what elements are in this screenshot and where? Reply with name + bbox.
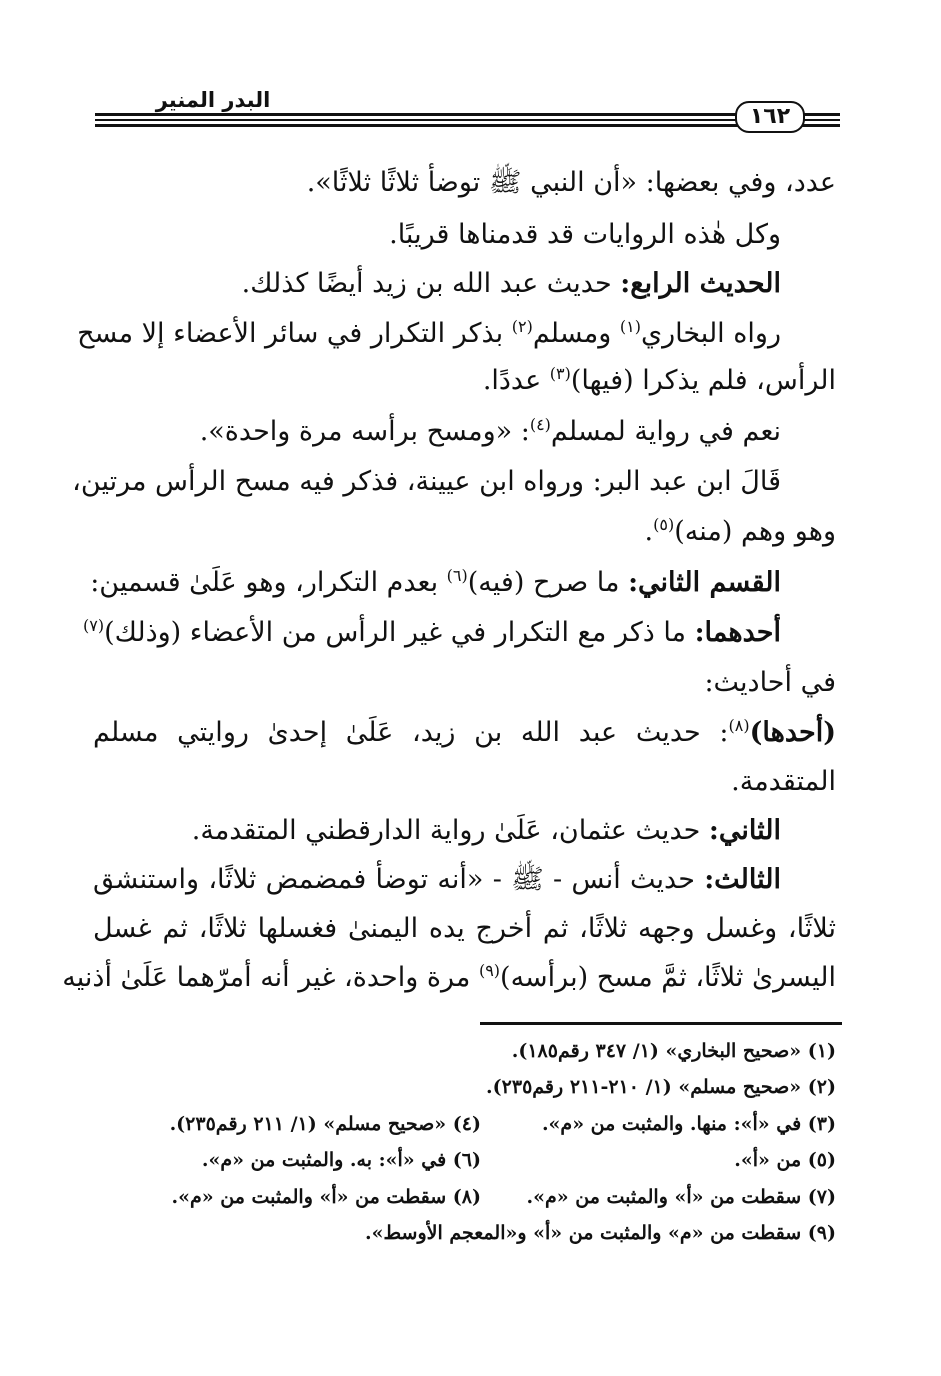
text: بعدم التكرار، وهو عَلَىٰ قسمين: — [90, 567, 447, 598]
text-line — [77, 311, 781, 357]
header-rule — [800, 124, 840, 127]
text: الرأس، فلم يذكرا (فيها) — [570, 365, 836, 396]
text: : «ومسح برأسه مرة واحدة». — [199, 416, 530, 447]
text-line — [483, 358, 836, 404]
text: ما صرح (فيه) — [467, 567, 629, 598]
text-line — [307, 160, 836, 206]
text-line — [93, 906, 836, 952]
footnote: (٢) «صحيح مسلم» (١/ ٢١٠-٢١١ رقم٢٣٥). — [486, 1076, 836, 1098]
footnote: (٥) من «أ». — [734, 1149, 836, 1171]
header-rule — [95, 119, 803, 121]
text: بذكر التكرار في سائر الأعضاء إلا مسح — [77, 318, 512, 349]
text: . — [644, 516, 654, 547]
section-heading: الحديث الرابع: — [620, 268, 781, 299]
footnote: (٩) سقطت من «م» والمثبت من «أ» و«المعجم الأوسط». — [365, 1222, 836, 1244]
header-rule — [95, 124, 803, 127]
text: في أحاديث: — [704, 667, 836, 698]
running-header-title: البدر المنير — [155, 88, 271, 112]
text-line — [389, 212, 781, 258]
footnote: (٤) «صحيح مسلم» (١/ ٢١١ رقم٢٣٥). — [169, 1113, 481, 1135]
text-line — [93, 857, 781, 903]
text-line — [200, 409, 781, 455]
text-line — [83, 610, 781, 656]
text: نعم في رواية لمسلم — [550, 416, 781, 447]
section-heading: (أحدها) — [749, 717, 836, 748]
text: وكل هٰذه الروايات قد قدمناها قريبًا. — [389, 219, 781, 250]
section-heading: أحدهما: — [694, 617, 781, 648]
footnote: (٣) في «أ»: منها. والمثبت من «م». — [541, 1113, 836, 1135]
footnote-ref[interactable]: (٤) — [529, 415, 551, 434]
section-heading: الثاني: — [708, 815, 781, 846]
text-line — [62, 955, 836, 1001]
footnote-ref[interactable]: (٩) — [478, 961, 501, 980]
footnote-ref[interactable]: (٥) — [653, 515, 675, 534]
text: حديث عثمان، عَلَىٰ رواية الدارقطني المتقدمة. — [191, 815, 709, 846]
footnote: (٨) سقطت من «أ» والمثبت من «م». — [171, 1186, 481, 1208]
header-rule — [800, 113, 840, 116]
text: : حديث عبد الله بن زيد، عَلَىٰ إحدىٰ روايتي مسلم — [93, 717, 729, 748]
section-heading: الثالث: — [704, 864, 781, 895]
footnote-separator — [480, 1022, 842, 1025]
footnote-ref[interactable]: (٣) — [549, 364, 571, 383]
text-line — [93, 710, 836, 756]
page-number: ١٦٢ — [735, 101, 805, 133]
footnote-ref[interactable]: (٧) — [83, 616, 105, 635]
footnote-ref[interactable]: (٨) — [728, 716, 750, 735]
header-rule — [800, 119, 840, 121]
text-line — [704, 660, 836, 706]
footnote: (٦) في «أ»: به. والمثبت من «م». — [201, 1149, 481, 1171]
section-heading: القسم الثاني: — [628, 567, 781, 598]
text: قَالَ ابن عبد البر: ورواه ابن عيينة، فذكر فيه مسح الرأس مرتين، — [72, 466, 781, 497]
text-line — [731, 759, 836, 805]
footnote-ref[interactable]: (٢) — [511, 317, 533, 336]
text: ما ذكر مع التكرار في غير الرأس من الأعضاء (وذلك) — [104, 617, 695, 648]
text-line — [192, 808, 781, 854]
text: ثلاثًا، وغسل وجهه ثلاثًا، ثم أخرج يده اليمنىٰ فغسلها ثلاثًا، ثم غسل — [93, 913, 836, 944]
text: عددًا. — [482, 365, 550, 396]
text: المتقدمة. — [731, 766, 836, 797]
text: مرة واحدة، غير أنه أمرّهما عَلَىٰ أذنيه — [62, 962, 479, 993]
text: حديث أنس - ﷺ - «أنه توضأ فمضمض ثلاثًا، واستنشق — [93, 864, 705, 895]
text: اليسرىٰ ثلاثًا، ثمَّ مسح (برأسه) — [500, 962, 836, 993]
footnote-ref[interactable]: (١) — [619, 317, 641, 336]
header-rule — [95, 113, 803, 116]
footnote-ref[interactable]: (٦) — [446, 566, 468, 585]
text: وهو وهم (منه) — [674, 516, 836, 547]
footnote: (١) «صحيح البخاري» (١/ ٣٤٧ رقم١٨٥). — [511, 1040, 836, 1062]
text: ومسلم — [532, 318, 620, 349]
footnote: (٧) سقطت من «أ» والمثبت من «م». — [526, 1186, 836, 1208]
text-line — [242, 261, 781, 307]
text: عدد، وفي بعضها: «أن النبي ﷺ توضأ ثلاثًا ثلاثًا». — [306, 167, 836, 198]
text: حديث عبد الله بن زيد أيضًا كذلك. — [241, 268, 621, 299]
text-line — [72, 459, 781, 505]
text-line — [90, 560, 781, 606]
text-line — [645, 509, 836, 555]
text: رواه البخاري — [640, 318, 781, 349]
